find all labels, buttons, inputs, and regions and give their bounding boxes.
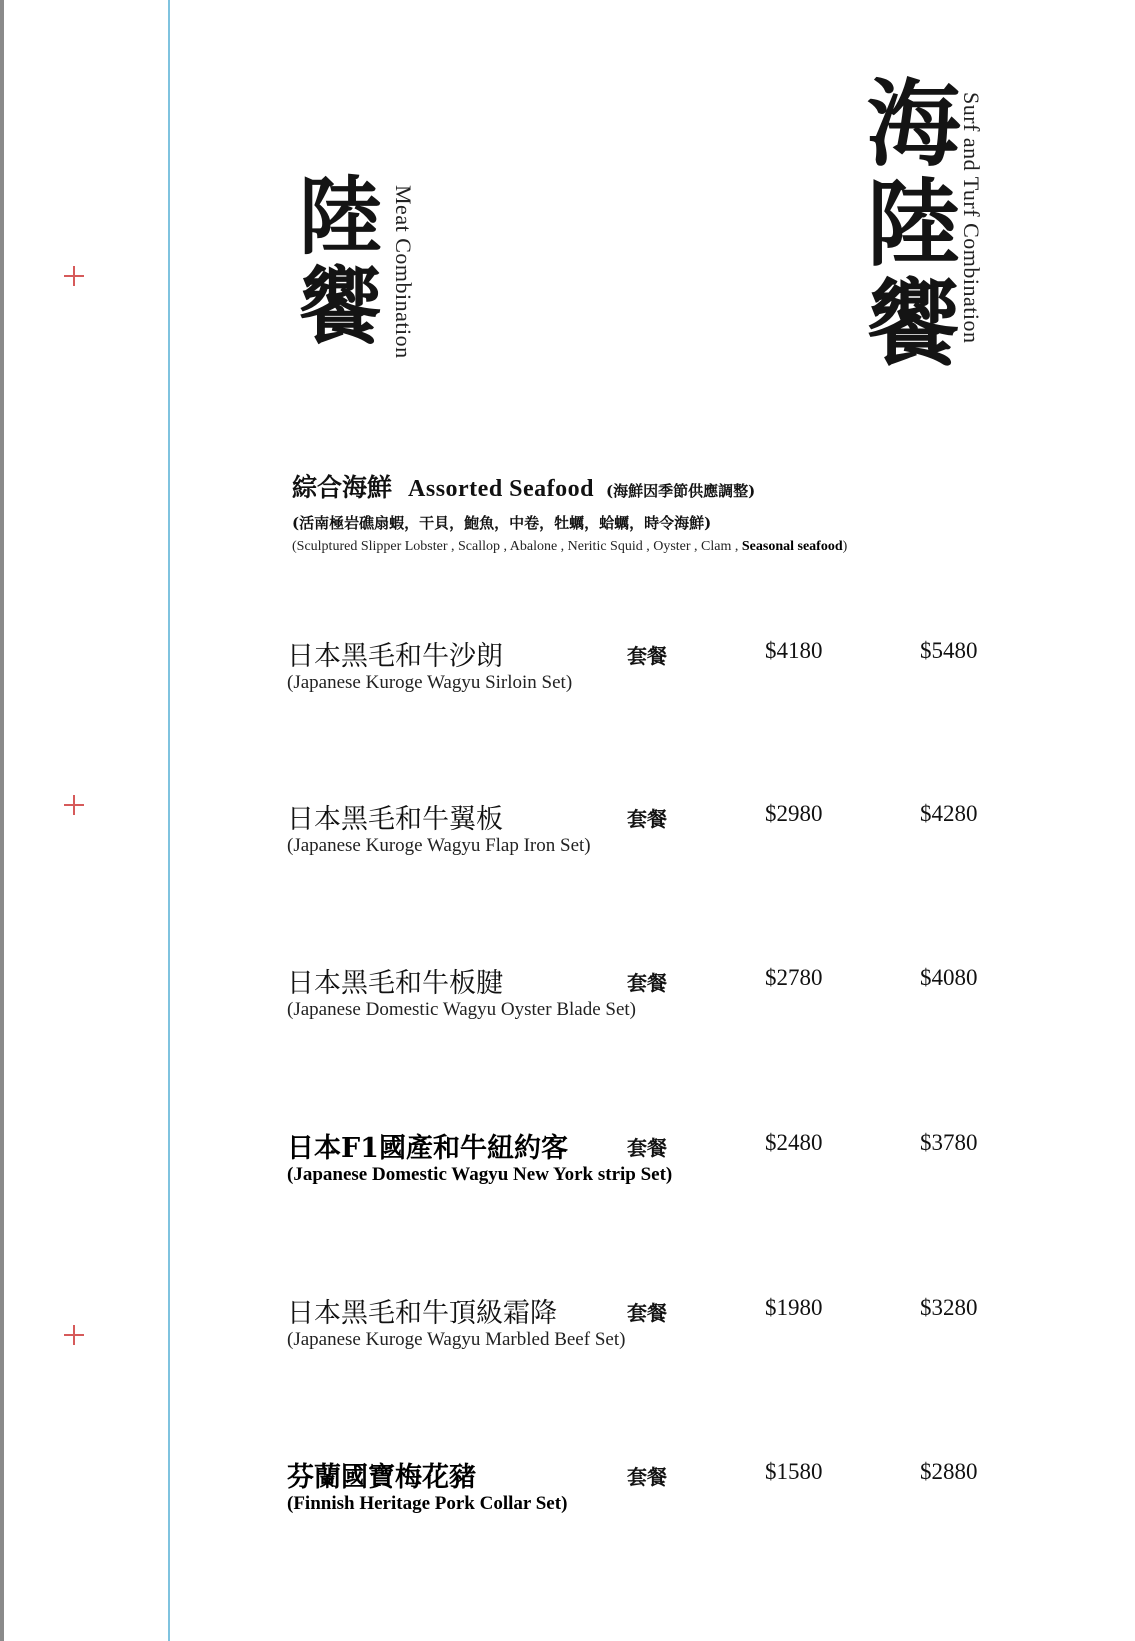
dish-name-zh: 芬蘭國寶梅花豬 [287, 1462, 476, 1493]
menu-item [287, 797, 1007, 867]
seafood-items-en: (Sculptured Slipper Lobster , Scallop , Abalone , Neritic Squid , Oyster , Clam , Seasonal seafood) [292, 539, 848, 554]
menu-item [287, 634, 1007, 704]
meat-heading-english: Meat Combination [391, 185, 416, 359]
menu-item [287, 1291, 1007, 1361]
surf-turf-price: $4280 [920, 801, 978, 826]
surf-turf-price: $2880 [920, 1459, 978, 1484]
set-label: 套餐 [627, 807, 667, 831]
set-label: 套餐 [627, 1301, 667, 1325]
crop-mark-icon [64, 1325, 84, 1345]
dish-name-zh: 日本F1國產和牛紐約客 [287, 1133, 568, 1164]
dish-name-zh: 日本黑毛和牛板腱 [287, 968, 503, 999]
set-label: 套餐 [627, 644, 667, 668]
meat-price: $2980 [765, 801, 823, 826]
meat-price: $4180 [765, 638, 823, 663]
meat-price: $2780 [765, 965, 823, 990]
dish-name-zh: 日本黑毛和牛頂級霜降 [287, 1298, 557, 1329]
set-label: 套餐 [627, 971, 667, 995]
seafood-title-zh: 綜合海鮮 [292, 473, 393, 502]
surf-turf-price: $3780 [920, 1130, 978, 1155]
meat-price: $2480 [765, 1130, 823, 1155]
seasonal-seafood-label: Seasonal seafood [741, 539, 843, 554]
meat-price: $1980 [765, 1295, 823, 1320]
crop-mark-icon [64, 795, 84, 815]
surf-turf-price: $3280 [920, 1295, 978, 1320]
menu-item [287, 1455, 1007, 1525]
menu-item [287, 1126, 1007, 1196]
surf-turf-price: $4080 [920, 965, 978, 990]
surf-turf-heading-calligraphy: 海陸饗 [850, 74, 960, 374]
seafood-seasonal-note: (海鮮因季節供應調整) [606, 482, 756, 500]
set-label: 套餐 [627, 1465, 667, 1489]
dish-name-en: (Japanese Kuroge Wagyu Marbled Beef Set) [287, 1329, 626, 1350]
dish-name-zh: 日本黑毛和牛沙朗 [287, 641, 503, 672]
meat-price: $1580 [765, 1459, 823, 1484]
dish-name-en: (Japanese Kuroge Wagyu Sirloin Set) [287, 672, 573, 693]
assorted-seafood-section [292, 468, 1052, 555]
dish-name-en: (Finnish Heritage Pork Collar Set) [287, 1493, 568, 1514]
surf-turf-heading-english: Surf and Turf Combination [959, 92, 984, 344]
seafood-items-zh: (活南極岩礁扇蝦，干貝，鮑魚，中卷，牡蠣，蛤蠣，時令海鮮) [292, 514, 712, 532]
margin-guide-line [168, 0, 170, 1641]
dish-name-en: (Japanese Domestic Wagyu Oyster Blade Set) [287, 999, 636, 1020]
seafood-title-en: Assorted Seafood [408, 476, 595, 502]
dish-name-en: (Japanese Domestic Wagyu New York strip Set) [287, 1164, 673, 1185]
dish-name-zh: 日本黑毛和牛翼板 [287, 804, 503, 835]
meat-heading-calligraphy: 陸饗 [285, 172, 384, 352]
crop-mark-icon [64, 266, 84, 286]
set-label: 套餐 [627, 1136, 667, 1160]
surf-turf-price: $5480 [920, 638, 978, 663]
page-edge [0, 0, 4, 1641]
menu-item [287, 961, 1007, 1031]
dish-name-en: (Japanese Kuroge Wagyu Flap Iron Set) [287, 835, 591, 856]
